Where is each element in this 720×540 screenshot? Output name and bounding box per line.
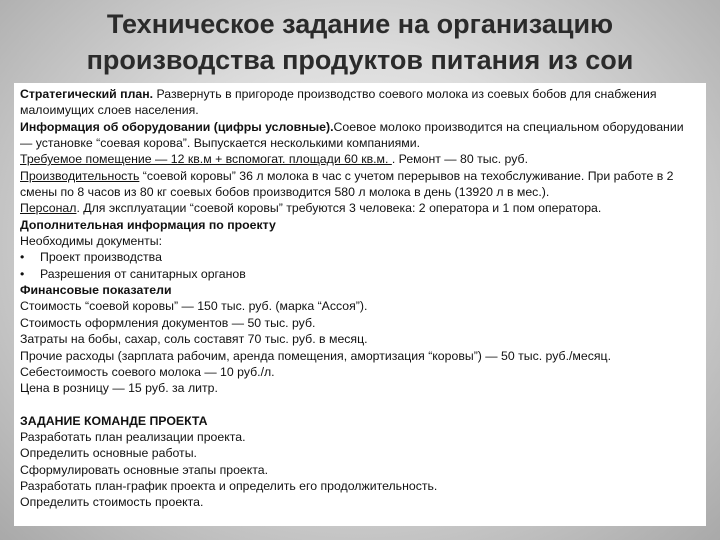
documents-item-text: Проект производства xyxy=(40,250,162,265)
financial-heading: Финансовые показатели xyxy=(20,283,172,298)
personnel-paragraph xyxy=(20,200,696,216)
documents-list-item xyxy=(20,249,696,265)
personnel-link: Персонал xyxy=(20,201,77,216)
bullet-icon: • xyxy=(20,250,25,265)
productivity-text: “соевой коровы” 36 л молока в час с учетом перерывов на техобслуживание. При работе в 2 смены по 8 часов из 80 кг соевых бобов производится 580 л молока в день (13920 л в мес.). xyxy=(20,168,674,200)
documents-item-text: Разрешения от санитарных органов xyxy=(40,266,246,281)
documents-label: Необходимы документы: xyxy=(20,234,163,249)
premises-paragraph xyxy=(20,151,696,167)
section-spacer xyxy=(20,397,696,413)
financial-line: Стоимость “соевой коровы” — 150 тыс. руб. (марка “Ассоя”). xyxy=(20,299,368,314)
additional-info-heading: Дополнительная информация по проекту xyxy=(20,217,276,232)
slide-title xyxy=(0,6,720,78)
strategic-plan-text: Развернуть в пригороде производство соевого молока из соевых бобов для снабжения малоимущих слоев населения. xyxy=(20,87,657,118)
task-line: Разработать план-график проекта и определить его продолжительность. xyxy=(20,478,438,493)
personnel-text: . Для эксплуатации “соевой коровы” требуются 3 человека: 2 оператора и 1 пом оператора. xyxy=(76,201,602,216)
productivity-link: Производительность xyxy=(20,168,140,183)
content-panel xyxy=(14,83,706,526)
equipment-label: Информация об оборудовании (цифры условные). xyxy=(20,119,334,134)
premises-text: . Ремонт — 80 тыс. руб. xyxy=(391,152,529,167)
financial-line: Прочие расходы (зарплата рабочим, аренда помещения, амортизация “коровы”) — 50 тыс. руб./месяц. xyxy=(20,348,611,363)
financial-line: Себестоимость соевого молока — 10 руб./л. xyxy=(20,364,275,379)
task-line: Определить стоимость проекта. xyxy=(20,495,204,510)
task-line: Сформулировать основные этапы проекта. xyxy=(20,462,269,477)
strategic-plan-label: Стратегический план. xyxy=(20,87,154,101)
financial-line: Затраты на бобы, сахар, соль составят 70 тыс. руб. в месяц. xyxy=(20,332,368,347)
equipment-text: Соевое молоко производится на специальном оборудовании — установке “соевая корова”. Выпускается несколькими компаниями. xyxy=(20,119,684,151)
slide-title-line-1: Техническое задание на организацию xyxy=(106,9,614,39)
financial-line: Стоимость оформления документов — 50 тыс. руб. xyxy=(20,315,316,330)
task-line: Разработать план реализации проекта. xyxy=(20,429,246,444)
productivity-paragraph xyxy=(20,168,696,201)
equipment-paragraph xyxy=(20,119,696,152)
bullet-icon: • xyxy=(20,266,25,281)
strategic-plan-paragraph xyxy=(20,86,696,119)
documents-list-item xyxy=(20,266,696,282)
task-heading: ЗАДАНИЕ КОМАНДЕ ПРОЕКТА xyxy=(20,413,208,428)
financial-line: Цена в розницу — 15 руб. за литр. xyxy=(20,381,218,396)
slide-title-line-2: производства продуктов питания из сои xyxy=(86,45,634,75)
premises-link: Требуемое помещение — 12 кв.м + вспомогат. площади 60 кв.м. xyxy=(20,152,392,167)
task-line: Определить основные работы. xyxy=(20,446,197,461)
